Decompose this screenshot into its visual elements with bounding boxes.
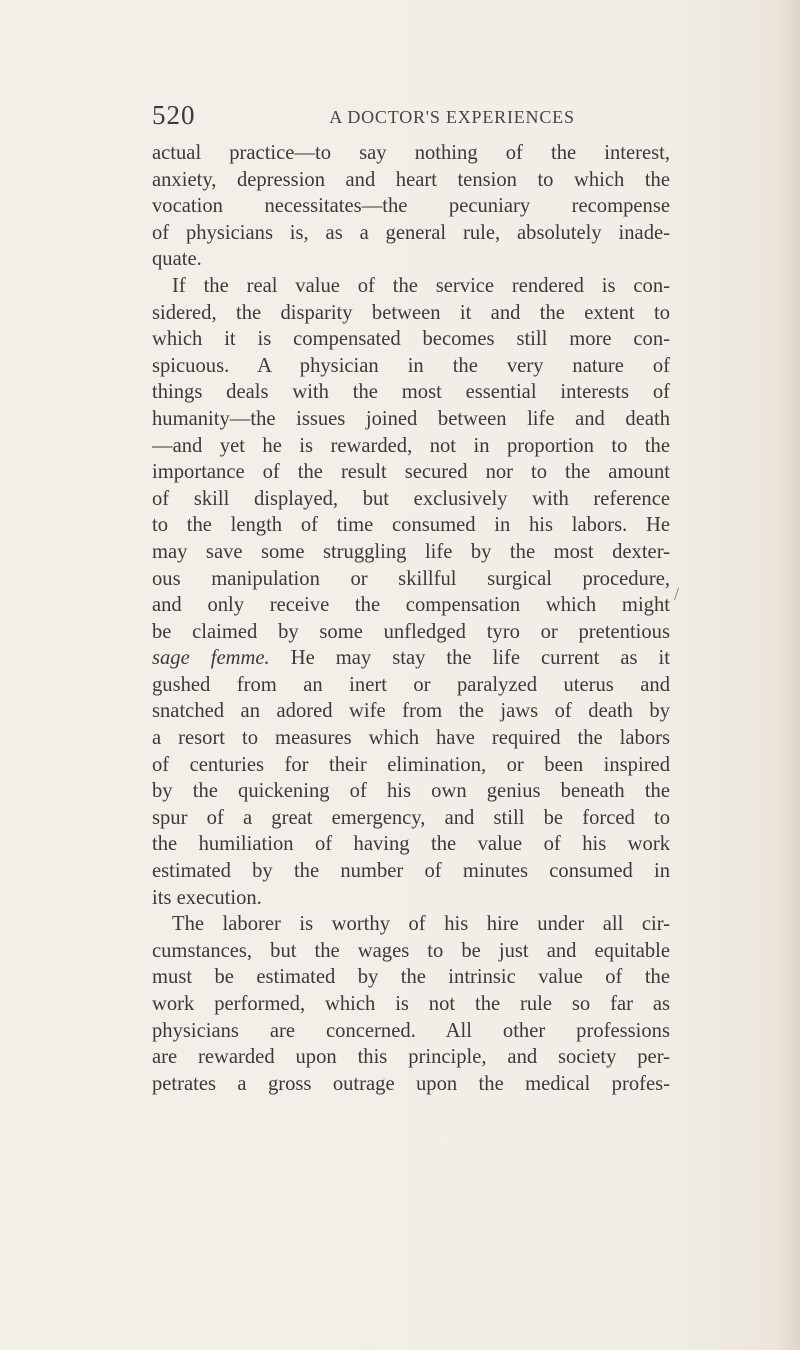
text-line: may save some struggling life by the most dexter- xyxy=(152,540,670,563)
text-line: estimated by the number of minutes consumed in xyxy=(152,860,670,883)
text-line: humanity—the issues joined between life and death xyxy=(152,407,670,430)
text-line: to the length of time consumed in his labors. He xyxy=(152,514,670,537)
text-line: snatched an adored wife from the jaws of death by xyxy=(152,700,670,723)
text-line: anxiety, depression and heart tension to which the xyxy=(152,168,670,191)
text-line xyxy=(152,645,670,672)
text-line-rest: He may stay the life current as it xyxy=(269,647,670,670)
text-line: of physicians is, as a general rule, absolutely inade- xyxy=(152,221,670,244)
text-line: must be estimated by the intrinsic value of the xyxy=(152,966,670,989)
page-number: 520 xyxy=(152,100,196,130)
text-line: of centuries for their elimination, or been inspired xyxy=(152,753,670,776)
text-line: the humiliation of having the value of his work xyxy=(152,833,670,856)
text-line: importance of the result secured nor to the amount xyxy=(152,461,670,484)
text-line: petrates a gross outrage upon the medical profes- xyxy=(152,1072,670,1095)
text-line: The laborer is worthy of his hire under all cir- xyxy=(172,913,670,936)
text-line: cumstances, but the wages to be just and equitable xyxy=(152,939,670,962)
text-line: gushed from an inert or paralyzed uterus and xyxy=(152,673,670,696)
text-line: things deals with the most essential interests of xyxy=(152,381,670,404)
text-line: physicians are concerned. All other professions xyxy=(152,1019,670,1042)
running-head: A DOCTOR'S EXPERIENCES xyxy=(329,107,575,127)
text-line: actual practice—to say nothing of the interest, xyxy=(152,142,670,164)
text-line: of skill displayed, but exclusively with reference xyxy=(152,487,670,510)
page-header xyxy=(152,100,672,140)
text-line: are rewarded upon this principle, and society per- xyxy=(152,1046,670,1069)
text-line: spicuous. A physician in the very nature of xyxy=(152,354,670,377)
text-line: and only receive the compensation which might xyxy=(152,594,670,617)
text-line: its execution. xyxy=(152,886,262,909)
text-line: —and yet he is rewarded, not in proportion to the xyxy=(152,434,670,457)
text-line: If the real value of the service rendered is con- xyxy=(172,274,670,297)
italic-phrase: sage femme. xyxy=(152,647,270,670)
text-line: spur of a great emergency, and still be forced to xyxy=(152,806,670,829)
text-line: quate. xyxy=(152,248,202,271)
text-line: by the quickening of his own genius beneath the xyxy=(152,780,670,803)
text-line: which it is compensated becomes still more con- xyxy=(152,328,670,351)
text-line: sidered, the disparity between it and the extent to xyxy=(152,301,670,324)
margin-mark: / xyxy=(674,584,680,604)
text-line: a resort to measures which have required the labors xyxy=(152,727,670,750)
text-line: work performed, which is not the rule so far as xyxy=(152,993,670,1015)
body-text xyxy=(152,140,670,1097)
text-line: be claimed by some unfledged tyro or pretentious xyxy=(152,620,670,643)
text-line: ous manipulation or skillful surgical procedure, xyxy=(152,567,670,590)
text-line: vocation necessitates—the pecuniary recompense xyxy=(152,195,670,218)
